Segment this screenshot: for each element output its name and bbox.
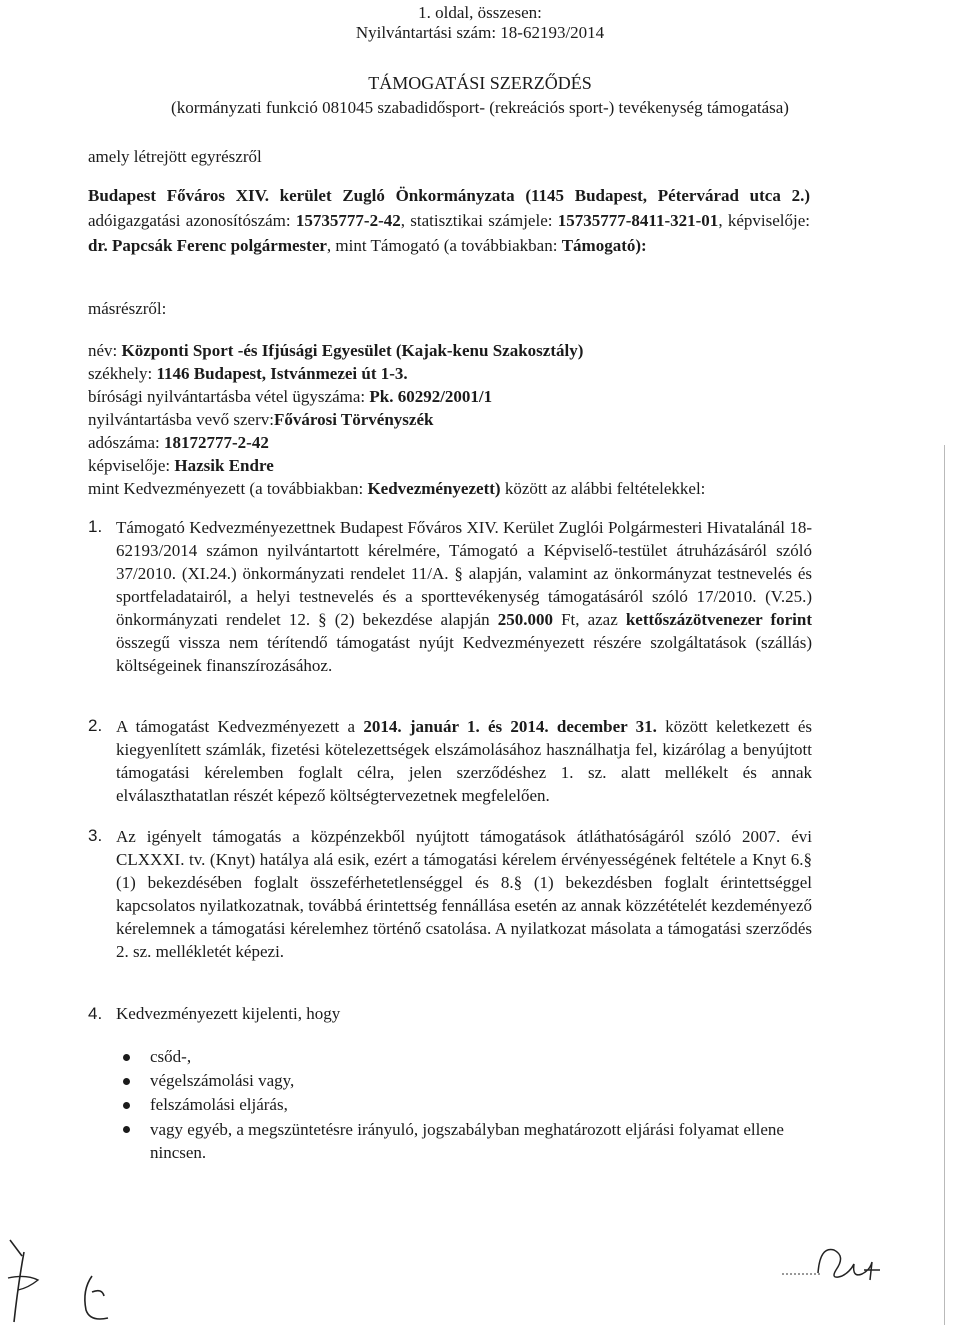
bullet-text: vagy egyéb, a megszüntetésre irányuló, jogszabályban meghatározott eljárási folyamat ellene nincsen.: [150, 1120, 784, 1162]
party2-rep: Hazsik Endre: [174, 456, 274, 475]
party1-name: Budapest Főváros XIV. kerület Zugló Önkormányzata (1145 Budapest, Pétervárad utca 2.): [88, 186, 810, 205]
party1-stat-label: , statisztikai számjele:: [400, 211, 553, 230]
party1-tax-id: 15735777-2-42: [295, 211, 401, 230]
bullet-item: [150, 1118, 810, 1164]
party2-seat: 1146 Budapest, Istvánmezei út 1-3.: [156, 364, 408, 383]
party1-role-short: Támogató):: [561, 236, 647, 255]
clause-1-part3: összegű vissza nem térítendő támogatást nyújt Kedvezményezett részére szolgáltatások (szállás) költségeinek finanszírozásához.: [116, 633, 812, 675]
bullet-text: végelszámolási vagy,: [150, 1071, 295, 1090]
bullet-text: csőd-,: [150, 1047, 192, 1066]
party2-closing-line: [88, 478, 705, 500]
closing-pre: mint Kedvezményezett (a továbbiakban:: [88, 479, 364, 498]
initials-signature-left: [0, 1230, 140, 1330]
document-subtitle: (kormányzati funkció 081045 szabadidősport- (rekreációs sport-) tevékenység támogatása): [171, 98, 789, 117]
bullet-dot: [123, 1126, 130, 1133]
party2-tax-label: adószáma:: [88, 433, 160, 452]
clause-2-part2: között keletkezett és kiegyenlített számlák, fizetési kötelezettségek elszámolásához használhatja fel, kizárólag a benyújtott támogatási kérelemben foglalt célra, jelen szerződéshez 1. sz. alatt mellékelt és annak elválaszthatatlan részét képező költségtervezetnek megfelelően.: [116, 717, 812, 805]
closing-post: között az alábbi feltételekkel:: [504, 479, 706, 498]
closing-bold: Kedvezményezett): [367, 479, 501, 498]
party2-name-label: név:: [88, 341, 118, 360]
page-counter: 1. oldal, összesen:: [418, 3, 542, 22]
party2-tax-id: 18172777-2-42: [164, 433, 269, 452]
bullet-dot: [123, 1054, 130, 1061]
bullet-dot: [123, 1102, 130, 1109]
clause-4-text: Kedvezményezett kijelenti, hogy: [116, 1004, 341, 1023]
registry-number: Nyilvántartási szám: 18-62193/2014: [355, 23, 605, 42]
scan-margin-line: [944, 445, 945, 1325]
clause-3-text: Az igényelt támogatás a közpénzekből nyújtott támogatások átláthatóságáról szóló 2007. évi CLXXXI. tv. (Knyt) hatálya alá esik, ezért a támogatási kérelem érvényességének feltétele a Knyt 6.§ (1) bekezdésében foglalt összeférhetetlenséggel és 8.§ (1) bekezdésben foglalt érintettséggel kapcsolatos nyilatkozatnak, továbbá érintettség fennállása esetén az annak közzétételét kezdeményező kérelemnek a támogatási kérelemhez történő csatolása. A nyilatkozat másolata a támogatási szerződés 2. sz. mellékletét képezi.: [116, 827, 812, 961]
party1-rep-label: , képviselője:: [718, 211, 810, 230]
party1-stat-id: 15735777-8411-321-01: [557, 211, 719, 230]
clause-1-text: [116, 516, 812, 677]
party2-registrar: Fővárosi Törvényszék: [274, 410, 434, 429]
clause-3-number: 3.: [88, 826, 103, 845]
clause-4-number: 4.: [88, 1004, 103, 1023]
party2-tax-line: [88, 432, 269, 454]
party1-tax-label: adóigazgatási azonosítószám:: [88, 211, 291, 230]
document-title: TÁMOGATÁSI SZERZŐDÉS: [368, 73, 592, 93]
party1-rep-name: dr. Papcsák Ferenc polgármester: [88, 236, 327, 255]
clause-1-amount-words: kettőszázötvenezer forint: [625, 610, 813, 629]
clause-2-text: [116, 715, 812, 807]
clause-2-dates: 2014. január 1. és 2014. december 31.: [363, 717, 657, 736]
bullet-item: [150, 1046, 191, 1068]
party2-rep-line: [88, 455, 274, 477]
party2-seat-line: [88, 363, 408, 385]
party2-name: Központi Sport -és Ifjúsági Egyesület (Kajak-kenu Szakosztály): [121, 341, 584, 360]
bullet-dot: [123, 1078, 130, 1085]
clause-2-part1: A támogatást Kedvezményezett a: [116, 717, 356, 736]
party2-court-no: Pk. 60292/2001/1: [369, 387, 493, 406]
signature-right: [780, 1240, 890, 1290]
party2-registrar-label: nyilvántartásba vevő szerv:: [88, 410, 274, 429]
party1-role: , mint Támogató (a továbbiakban:: [326, 236, 558, 255]
clause-1-number: 1.: [88, 517, 103, 536]
party2-rep-label: képviselője:: [88, 456, 171, 475]
party2-name-line: [88, 340, 583, 362]
party1-block: [88, 183, 810, 258]
party2-seat-label: székhely:: [88, 364, 153, 383]
intro-text: amely létrejött egyrészről: [88, 147, 262, 166]
bullet-text: felszámolási eljárás,: [150, 1095, 288, 1114]
other-side-label: másrészről:: [88, 299, 167, 318]
clause-1-part1: Támogató Kedvezményezettnek Budapest Főváros XIV. Kerület Zuglói Polgármesteri Hivatalánál 18-62193/2014 számon nyilvántartott kérelmére, Támogató a Képviselő-testület átruházásáról szóló 37/2010. (XI.24.) önkormányzati rendelet 11/A. § alapján, valamint az önkormányzat testnevelés és sportfeladatairól, a helyi testnevelés és a sporttevékenység támogatásáról szóló 17/2010. (V.25.) önkormányzati rendelet 12. § (2) bekezdése alapján: [116, 518, 812, 629]
clause-1-amount: 250.000: [497, 610, 553, 629]
bullet-item: [150, 1070, 294, 1092]
bullet-item: [150, 1094, 288, 1116]
clause-2-number: 2.: [88, 716, 103, 735]
clause-1-part2: Ft, azaz: [561, 610, 618, 629]
party2-registrar-line: [88, 409, 433, 431]
party2-court-line: [88, 386, 492, 408]
party2-court-label: bírósági nyilvántartásba vétel ügyszáma:: [88, 387, 366, 406]
